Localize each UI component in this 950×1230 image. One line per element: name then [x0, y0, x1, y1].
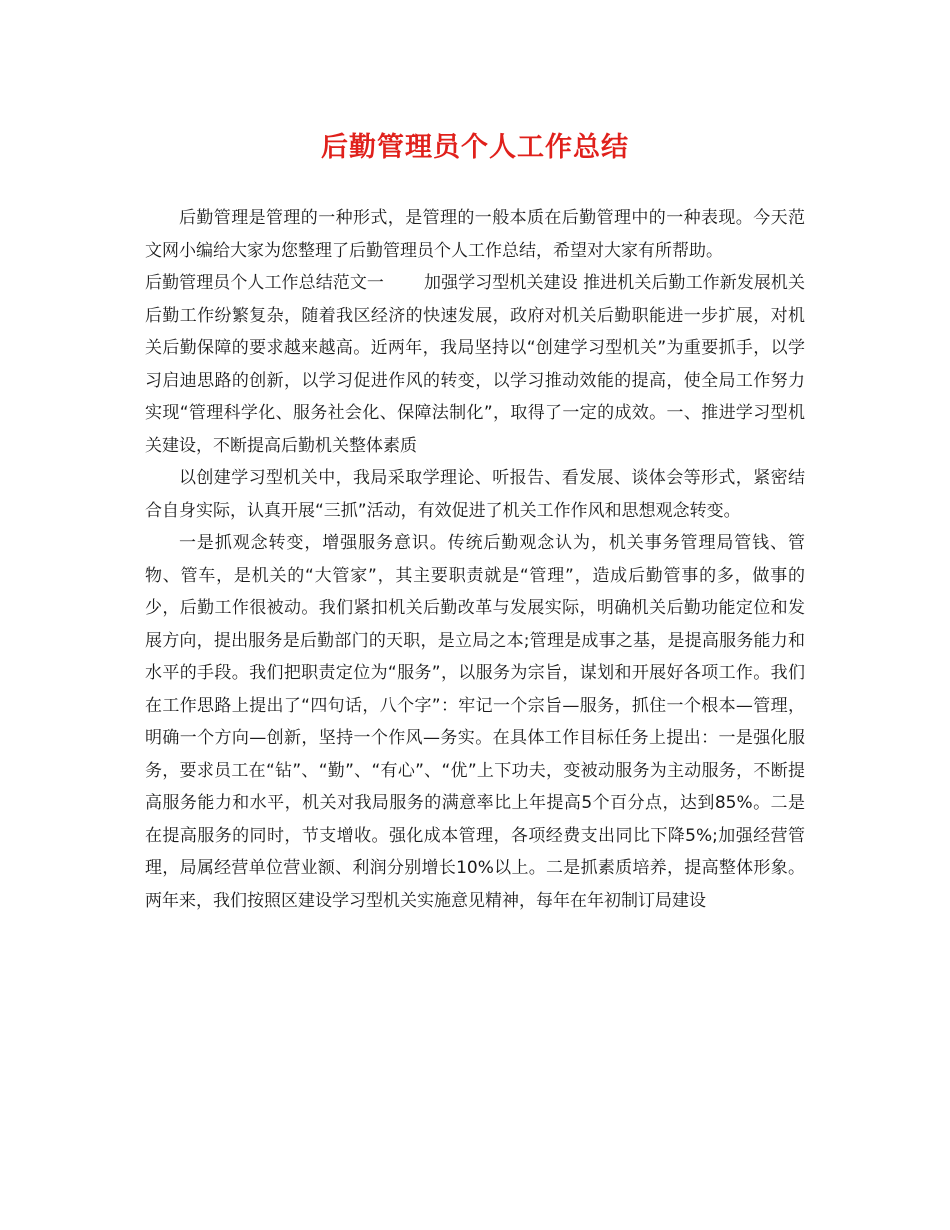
paragraph-3: 一是抓观念转变，增强服务意识。传统后勤观念认为，机关事务管理局管钱、管物、管车，是机关的“大管家”，其主要职责就是“管理”，造成后勤管事的多，做事的少，后勤工作很被动。我们紧扣机关后勤改革与发展实际，明确机关后勤功能定位和发展方向，提出服务是后勤部门的天职，是立局之本;管理是成事之基，是提高服务能力和水平的手段。我们把职责定位为“服务”，以服务为宗旨，谋划和开展好各项工作。我们在工作思路上提出了“四句话，八个字”：牢记一个宗旨—服务，抓住一个根本—管理，明确一个方向—创新，坚持一个作风—务实。在具体工作目标任务上提出：一是强化服务，要求员工在“钻”、“勤”、“有心”、“优”上下功夫，变被动服务为主动服务，不断提高服务能力和水平，机关对我局服务的满意率比上年提高5个百分点，达到85%。二是在提高服务的同时，节支增收。强化成本管理，各项经费支出同比下降5%;加强经营管理，局属经营单位营业额、利润分别增长10%以上。二是抓素质培养，提高整体形象。两年来，我们按照区建设学习型机关实施意见精神，每年在年初制订局建设	[145, 533, 805, 911]
section-paragraph	[145, 267, 805, 462]
section-body: 加强学习型机关建设 推进机关后勤工作新发展机关后勤工作纷繁复杂，随着我区经济的快速发展，政府对机关后勤职能进一步扩展，对机关后勤保障的要求越来越高。近两年，我局坚持以“创建学习型机关”为重要抓手，以学习启迪思路的创新，以学习促进作风的转变，以学习推动效能的提高，使全局工作努力实现“管理科学化、服务社会化、保障法制化”，取得了一定的成效。一、推进学习型机关建设，不断提高后勤机关整体素质	[145, 273, 805, 456]
intro-paragraph: 后勤管理是管理的一种形式，是管理的一般本质在后勤管理中的一种表现。今天范文网小编给大家为您整理了后勤管理员个人工作总结，希望对大家有所帮助。	[145, 208, 805, 261]
section-heading: 后勤管理员个人工作总结范文一	[145, 273, 384, 293]
paragraph-2: 以创建学习型机关中，我局采取学理论、听报告、看发展、谈体会等形式，紧密结合自身实际，认真开展“三抓”活动，有效促进了机关工作作风和思想观念转变。	[145, 468, 805, 521]
document-title: 后勤管理员个人工作总结	[321, 132, 629, 163]
document-body	[145, 202, 805, 917]
